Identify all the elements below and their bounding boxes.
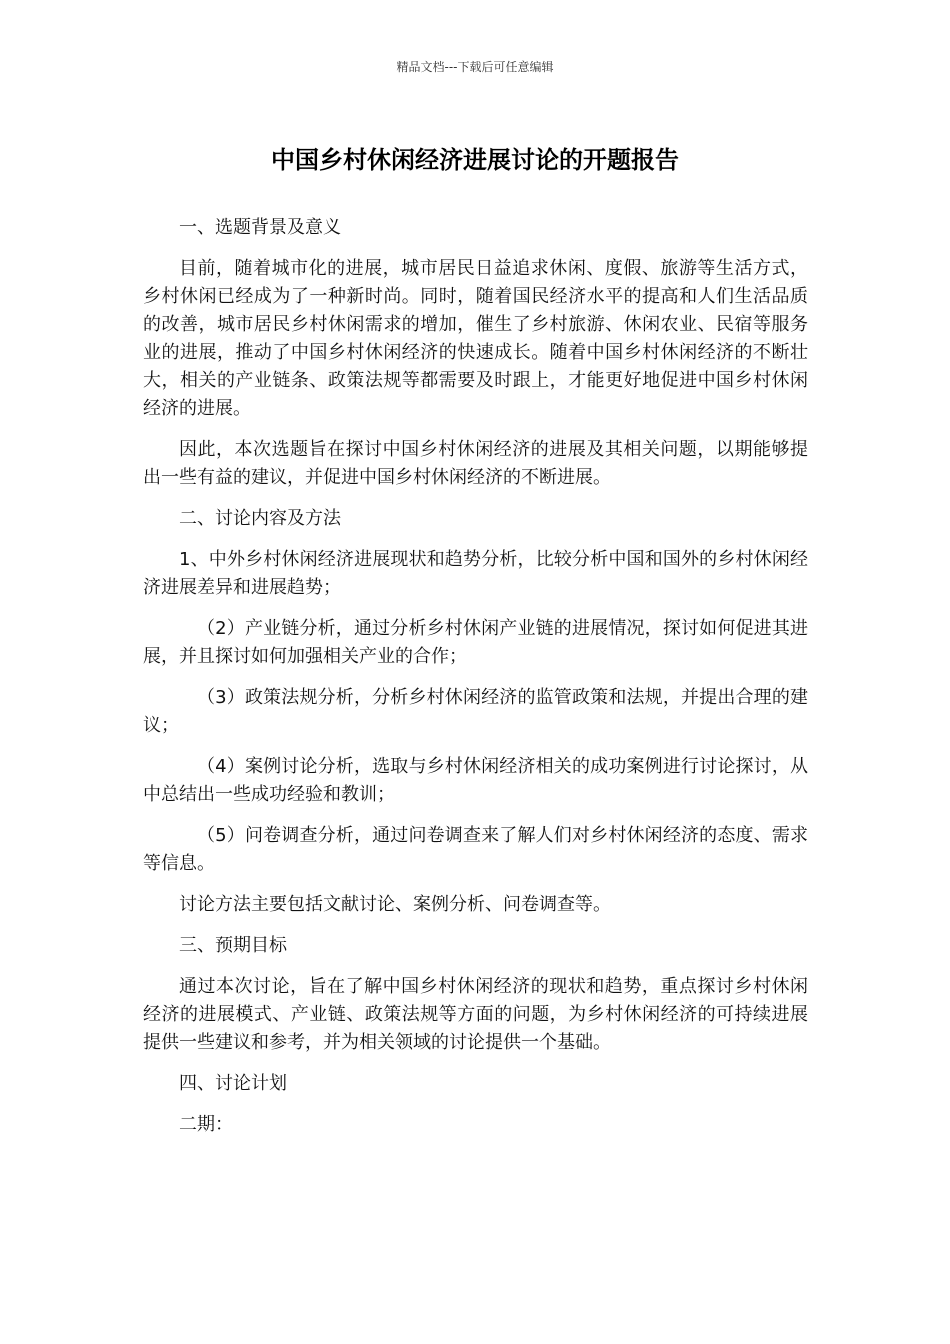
section-heading-background: 一、选题背景及意义 (179, 217, 341, 238)
paragraph-background: 目前，随着城市化的进展，城市居民日益追求休闲、度假、旅游等生活方式，乡村休闲已经成为了一种新时尚。同时，随着国民经济水平的提高和人们生活品质的改善，城市居民乡村休闲需求的增加，催生了乡村旅游、休闲农业、民宿等服务业的进展，推动了中国乡村休闲经济的快速成长。随着中国乡村休闲经济的不断壮大，相关的产业链条、政策法规等都需要及时跟上，才能更好地促进中国乡村休闲经济的进展。 (143, 258, 808, 419)
paragraph-purpose: 因此，本次选题旨在探讨中国乡村休闲经济的进展及其相关问题，以期能够提出一些有益的建议，并促进中国乡村休闲经济的不断进展。 (143, 439, 808, 488)
list-item-4: （4）案例讨论分析，选取与乡村休闲经济相关的成功案例进行讨论探讨，从中总结出一些成功经验和教训； (143, 756, 808, 805)
list-item-1: 1、中外乡村休闲经济进展现状和趋势分析，比较分析中国和国外的乡村休闲经济进展差异和进展趋势； (143, 549, 808, 598)
list-item-5: （5）问卷调查分析，通过问卷调查来了解人们对乡村休闲经济的态度、需求等信息。 (143, 825, 808, 874)
paragraph-plan-phase: 二期： (179, 1114, 233, 1135)
page-header-note: 精品文档---下载后可任意编辑 (396, 60, 554, 74)
section-heading-plan: 四、讨论计划 (179, 1073, 287, 1094)
list-item-2: （2）产业链分析，通过分析乡村休闲产业链的进展情况，探讨如何促进其进展，并且探讨如何加强相关产业的合作； (143, 618, 808, 667)
section-heading-goals: 三、预期目标 (179, 935, 287, 956)
document-title: 中国乡村休闲经济进展讨论的开题报告 (271, 146, 679, 174)
paragraph-goals: 通过本次讨论，旨在了解中国乡村休闲经济的现状和趋势，重点探讨乡村休闲经济的进展模式、产业链、政策法规等方面的问题，为乡村休闲经济的可持续进展提供一些建议和参考，并为相关领域的讨论提供一个基础。 (143, 976, 808, 1053)
section-heading-content-method: 二、讨论内容及方法 (179, 508, 341, 529)
paragraph-methods: 讨论方法主要包括文献讨论、案例分析、问卷调查等。 (179, 894, 611, 915)
document-body (143, 214, 808, 1152)
list-item-3: （3）政策法规分析，分析乡村休闲经济的监管政策和法规，并提出合理的建议； (143, 687, 808, 736)
